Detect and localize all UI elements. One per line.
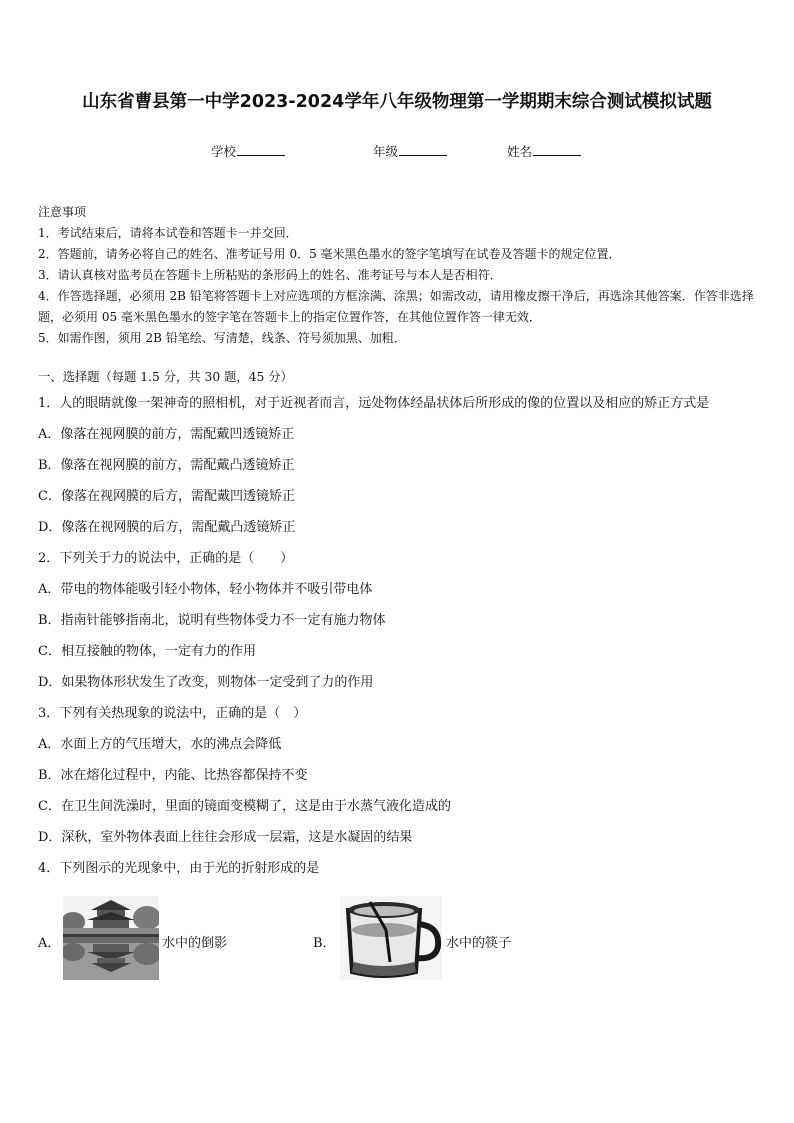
notes-item: 1．考试结束后，请将本试卷和答题卡一并交回． bbox=[38, 226, 298, 240]
notes-item: 2．答题前，请务必将自己的姓名、准考证号用 0．5 毫米黑色墨水的签字笔填写在试卷及答题卡的规定位置． bbox=[38, 247, 621, 261]
question4-image-options bbox=[38, 896, 768, 982]
cup-chopsticks-photo-icon bbox=[340, 896, 442, 980]
question-stem: 1．人的眼睛就像一架神奇的照相机，对于近视者而言，远处物体经晶状体后所形成的像的位置以及相应的矫正方式是 bbox=[38, 396, 710, 411]
notes-item: 3．请认真核对监考员在答题卡上所粘贴的条形码上的姓名、准考证号与本人是否相符． bbox=[38, 268, 502, 282]
grade-field bbox=[373, 142, 447, 160]
question-option: A．水面上方的气压增大，水的沸点会降低 bbox=[38, 737, 282, 752]
question-option: B．像落在视网膜的前方，需配戴凸透镜矫正 bbox=[38, 458, 295, 473]
question-option: C．相互接触的物体，一定有力的作用 bbox=[38, 644, 256, 659]
grade-blank bbox=[399, 142, 447, 156]
name-blank bbox=[533, 142, 581, 156]
option-b-letter: B． bbox=[313, 936, 336, 951]
question-option: A．带电的物体能吸引轻小物体，轻小物体并不吸引带电体 bbox=[38, 582, 373, 597]
questions-list bbox=[38, 393, 768, 889]
notes-item: 5．如需作图，须用 2B 铅笔绘、写清楚，线条、符号须加黑、加粗． bbox=[38, 331, 406, 345]
name-label: 姓名 bbox=[507, 144, 533, 159]
school-blank bbox=[237, 142, 285, 156]
question-stem: 2．下列关于力的说法中，正确的是（ ） bbox=[38, 551, 294, 566]
question-option: D．像落在视网膜的后方，需配戴凸透镜矫正 bbox=[38, 520, 296, 535]
question-option: D．深秋，室外物体表面上往往会形成一层霜，这是水凝固的结果 bbox=[38, 830, 413, 845]
school-field bbox=[211, 142, 285, 160]
pagoda-reflection-photo-icon bbox=[63, 896, 159, 980]
question-option: C．像落在视网膜的后方，需配戴凹透镜矫正 bbox=[38, 489, 295, 504]
option-a-label: 水中的倒影 bbox=[162, 936, 228, 951]
option-b-label: 水中的筷子 bbox=[446, 936, 512, 951]
question-option: D．如果物体形状发生了改变，则物体一定受到了力的作用 bbox=[38, 675, 374, 690]
section-heading: 一、选择题（每题 1.5 分，共 30 题，45 分） bbox=[38, 370, 293, 384]
notes-heading: 注意事项 bbox=[38, 205, 87, 219]
question-stem: 3．下列有关热现象的说法中，正确的是（ ） bbox=[38, 706, 307, 721]
exam-title: 山东省曹县第一中学2023-2024学年八年级物理第一学期期末综合测试模拟试题 bbox=[82, 92, 712, 112]
grade-label: 年级 bbox=[373, 144, 399, 159]
option-a-letter: A． bbox=[38, 936, 61, 951]
notes-block bbox=[38, 202, 768, 349]
question-option: B．指南针能够指南北，说明有些物体受力不一定有施力物体 bbox=[38, 613, 386, 628]
question-stem: 4．下列图示的光现象中，由于光的折射形成的是 bbox=[38, 861, 320, 876]
name-field bbox=[507, 142, 581, 160]
school-label: 学校 bbox=[211, 144, 237, 159]
question-option: C．在卫生间洗澡时，里面的镜面变模糊了，这是由于水蒸气液化造成的 bbox=[38, 799, 451, 814]
question-option: A．像落在视网膜的前方，需配戴凹透镜矫正 bbox=[38, 427, 295, 442]
question-option: B．冰在熔化过程中，内能、比热容都保持不变 bbox=[38, 768, 308, 783]
notes-item: 4．作答选择题，必须用 2B 铅笔将答题卡上对应选项的方框涂满、涂黑；如需改动，请用橡皮擦干净后，再选涂其他答案．作答非选择题，必须用 05 毫米黑色墨水的签字笔在答题卡上的指定位置作答，在其他位置作答一律无效． bbox=[38, 289, 754, 324]
